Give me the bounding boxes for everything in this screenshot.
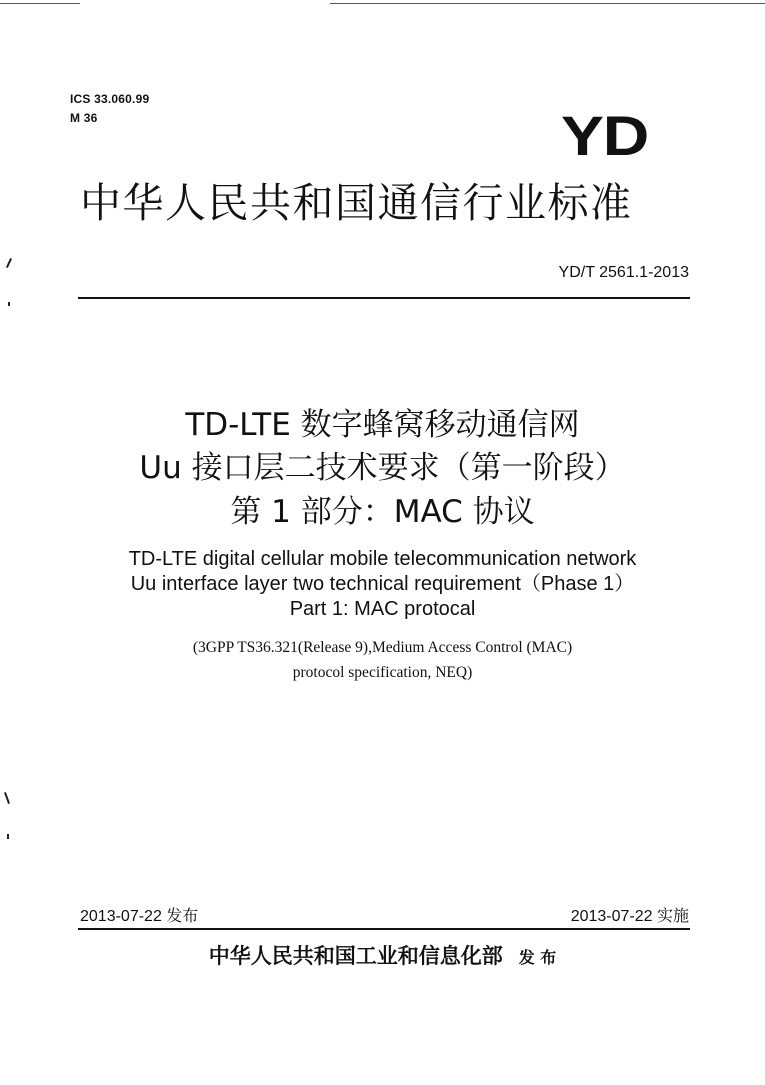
scan-mark bbox=[8, 302, 10, 306]
title-en-line1: TD-LTE digital cellular mobile telecommunication network bbox=[128, 548, 637, 570]
implementation-date: 2013-07-22 实施 bbox=[570, 908, 689, 925]
publisher bbox=[0, 940, 765, 970]
scan-edge-line bbox=[330, 3, 765, 4]
scan-mark bbox=[7, 834, 9, 839]
ics-code: ICS 33.060.99 bbox=[70, 92, 150, 106]
yd-logo: YD bbox=[561, 104, 649, 167]
title-en-line2: Uu interface layer two technical requirement（Phase 1） bbox=[130, 573, 635, 595]
scan-edge-line bbox=[0, 3, 80, 4]
issue-date: 2013-07-22 发布 bbox=[80, 908, 199, 925]
header-divider bbox=[78, 297, 690, 299]
reference-line2: protocol specification, NEQ) bbox=[292, 664, 473, 681]
reference-line1: (3GPP TS36.321(Release 9),Medium Access Control (MAC) bbox=[192, 639, 573, 656]
title-zh-line3: 第 1 部分：MAC 协议 bbox=[230, 494, 535, 530]
publisher-name: 中华人民共和国工业和信息化部 bbox=[208, 943, 503, 968]
title-zh-line2: Uu 接口层二技术要求（第一阶段） bbox=[139, 450, 626, 486]
scan-mark bbox=[4, 792, 10, 804]
title-en-line3: Part 1: MAC protocal bbox=[289, 598, 476, 620]
scan-mark bbox=[6, 258, 12, 268]
ccs-code: M 36 bbox=[70, 111, 98, 125]
publisher-suffix: 发 布 bbox=[518, 948, 557, 967]
title-zh-line1: TD-LTE 数字蜂窝移动通信网 bbox=[185, 407, 580, 443]
footer-divider bbox=[78, 928, 690, 930]
standard-type-title: 中华人民共和国通信行业标准 bbox=[80, 179, 633, 227]
standard-number: YD/T 2561.1-2013 bbox=[558, 264, 689, 281]
